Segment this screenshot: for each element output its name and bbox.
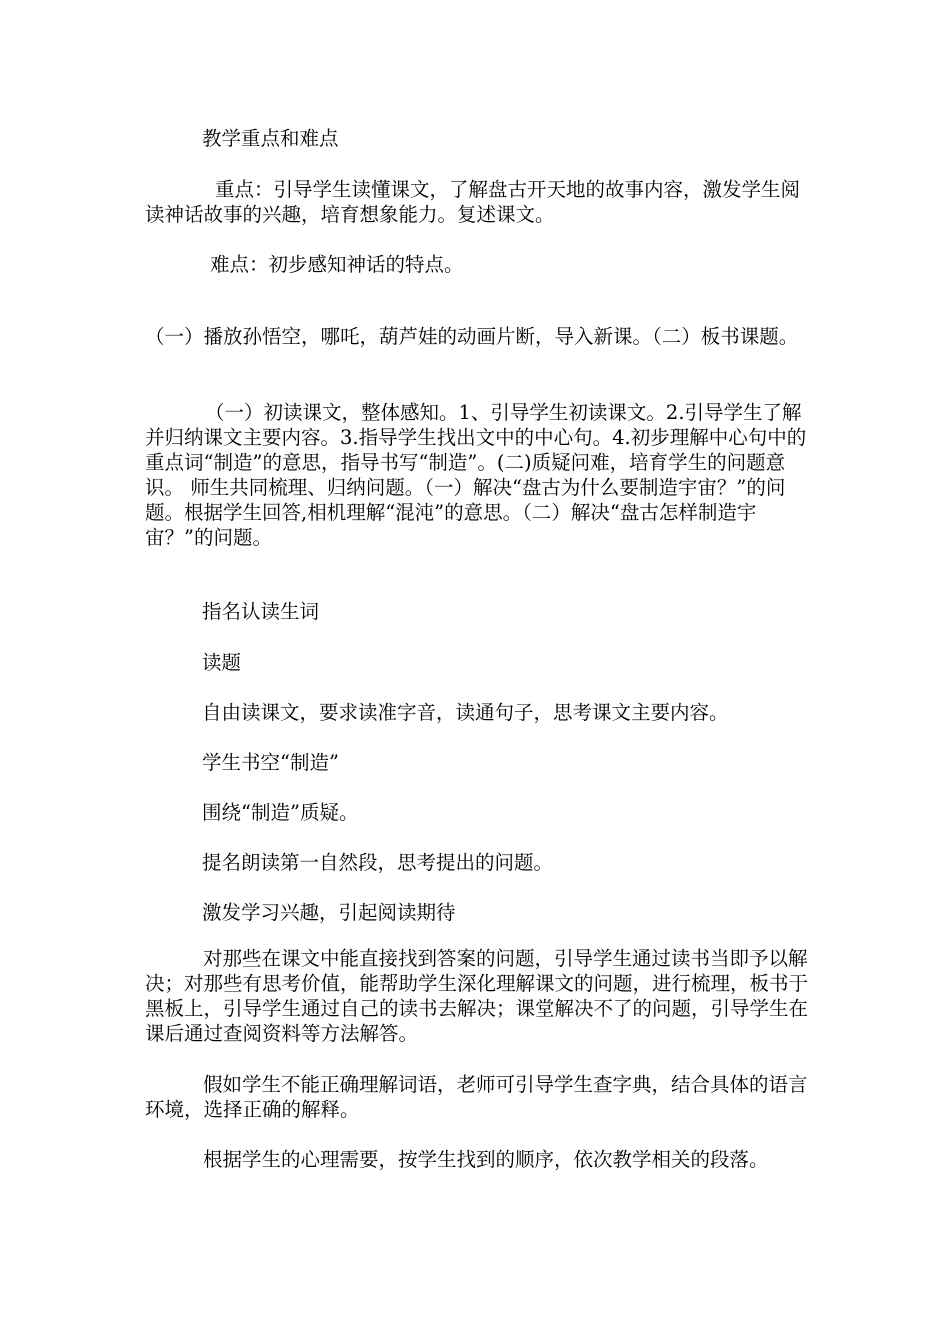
section-heading: 教学重点和难点	[202, 127, 339, 150]
difficulty-paragraph: 难点：初步感知神话的特点。	[210, 253, 464, 276]
note-paragraph: 假如学生不能正确理解词语，老师可引导学生查字典，结合具体的语言环境，选择正确的解释。	[145, 1073, 808, 1121]
list-item: 指名认读生词	[202, 600, 320, 623]
list-item: 围绕“制造”质疑。	[202, 801, 359, 824]
list-item: 自由读课文，要求读准字音，读通句子，思考课文主要内容。	[202, 701, 729, 724]
note-paragraph: 对那些在课文中能直接找到答案的问题，引导学生通过读书当即予以解决；对那些有思考价值，能帮助学生深化理解课文的问题，进行梳理，板书于黑板上，引导学生通过自己的读书去解决；课堂解决不了的问题，引导学生在课后通过查阅资料等方法解答。	[145, 947, 809, 1045]
list-item: 提名朗读第一自然段，思考提出的问题。	[202, 851, 554, 874]
list-item: 读题	[202, 651, 242, 674]
intro-paragraph: （一）播放孙悟空，哪吒，葫芦娃的动画片断，导入新课。（二）板书课题。	[145, 325, 799, 348]
list-item: 学生书空“制造”	[202, 751, 339, 774]
process-paragraph: （一）初读课文，整体感知。1、引导学生初读课文。2.引导学生了解并归纳课文主要内容。3.指导学生找出文中的中心句。4.初步理解中心句中的重点词“制造”的意思，指导书写“制造”。(二)质疑问难，培育学生的问题意识。 师生共同梳理、归纳问题。（一）解决“盘古为什么要制造宇宙？”的问题。根据学生回答,相机理解“混沌”的意思。（二）解决“盘古怎样制造宇宙？”的问题。	[145, 401, 807, 549]
key-point-paragraph: 重点：引导学生读懂课文，了解盘古开天地的故事内容，激发学生阅读神话故事的兴趣，培育想象能力。复述课文。	[145, 178, 801, 226]
note-paragraph: 根据学生的心理需要，按学生找到的顺序，依次教学相关的段落。	[203, 1148, 769, 1171]
list-item: 激发学习兴趣，引起阅读期待	[202, 901, 456, 924]
